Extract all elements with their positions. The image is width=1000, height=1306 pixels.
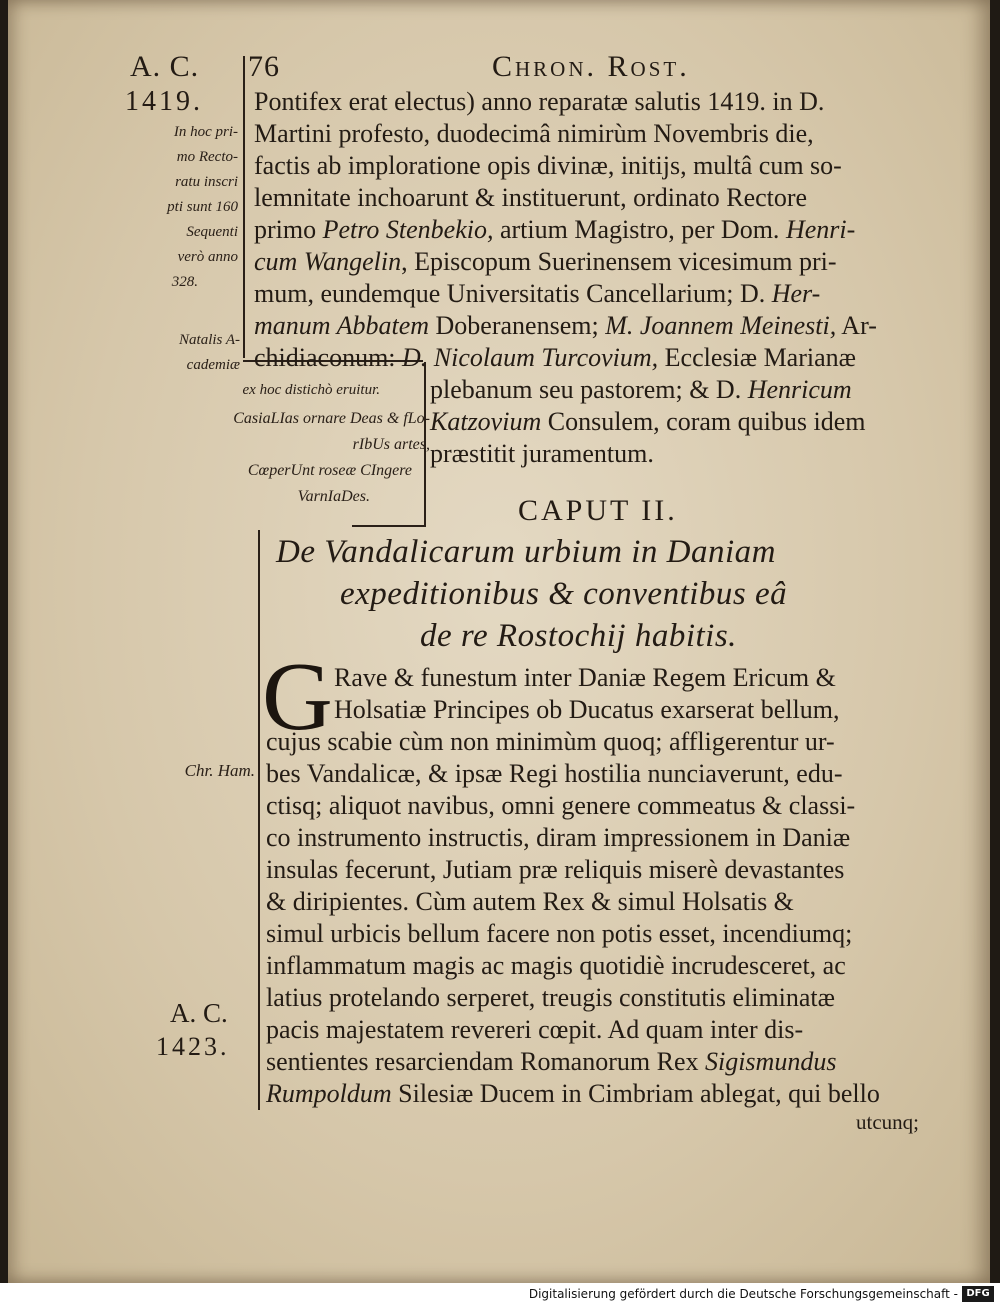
text-line-11: latius protelando serperet, treugis constitutis eliminatæ bbox=[266, 983, 835, 1012]
margin-year-1423: 1423. bbox=[156, 1032, 230, 1061]
text-span: mum, eundemque Universitatis Cancellarium; D. bbox=[254, 279, 772, 308]
body-line-1: Pontifex erat electus) anno reparatæ salutis 1419. in D. bbox=[254, 87, 825, 116]
text-span: sentientes resarciendam Romanorum Rex bbox=[266, 1047, 705, 1076]
chronogram-distich bbox=[233, 406, 430, 510]
body-line-5 bbox=[254, 214, 855, 246]
note-line: cademiæ bbox=[186, 357, 240, 373]
distich-line: CœperUnt roseæ CIngere bbox=[247, 462, 412, 479]
dfg-logo: DFG bbox=[962, 1286, 994, 1302]
distich-rule bbox=[352, 525, 424, 527]
note-line: pti sunt 160 bbox=[167, 199, 238, 215]
text-line-4: bes Vandalicæ, & ipsæ Regi hostilia nunciaverunt, edu- bbox=[266, 759, 843, 788]
name-span: Sigismundus bbox=[704, 1047, 837, 1076]
margin-ref-chr-ham: Chr. Ham. bbox=[184, 761, 255, 780]
name-span: Petro Stenbekio, bbox=[322, 215, 494, 244]
text-span: Ecclesiæ Marianæ bbox=[658, 343, 856, 372]
note-line: verò anno bbox=[177, 249, 238, 265]
name-span: Katzovium bbox=[430, 407, 542, 436]
body-line-3: factis ab imploratione opis divinæ, initijs, multâ cum so- bbox=[254, 151, 842, 180]
chapter-heading: CAPUT II. bbox=[518, 494, 678, 527]
text-line-5: ctisq; aliquot navibus, omni genere commeatus & classi- bbox=[266, 791, 856, 820]
note-line: Natalis A- bbox=[179, 332, 240, 348]
footer-bar bbox=[0, 1283, 1000, 1306]
margin-note-natalis bbox=[179, 328, 240, 378]
text-span: Doberanensem; bbox=[429, 311, 606, 340]
distich-line: CasiaLIas ornare Deas & fLo- bbox=[233, 410, 430, 427]
name-span: M. Joannem Meinesti, bbox=[605, 311, 837, 340]
text-span: Silesiæ Ducem in Cimbriam ablegat, qui bello bbox=[391, 1079, 880, 1108]
body-line-10 bbox=[430, 374, 852, 406]
distich-line: VarnIaDes. bbox=[297, 488, 370, 505]
text-line-3: cujus scabie cùm non minimùm quoq; affligerentur ur- bbox=[266, 727, 835, 756]
margin-note-rectorate bbox=[167, 120, 238, 295]
body-line-9 bbox=[254, 342, 856, 374]
text-span: primo bbox=[254, 215, 323, 244]
text-line-12: pacis majestatem revereri cœpit. Ad quam inter dis- bbox=[266, 1015, 804, 1044]
text-span: artium Magistro, per Dom. bbox=[493, 215, 786, 244]
page-number: 76 bbox=[248, 50, 280, 83]
margin-note-eruitur: ex hoc distichò eruitur. bbox=[242, 382, 380, 398]
drop-cap: G bbox=[262, 643, 333, 751]
text-line-6: co instrumento instructis, diram impressionem in Daniæ bbox=[266, 823, 851, 852]
body-line-6 bbox=[254, 246, 837, 278]
body-line-11 bbox=[430, 406, 865, 438]
text-line-1: Rave & funestum inter Daniæ Regem Ericum & bbox=[334, 663, 836, 692]
name-span: Her- bbox=[771, 279, 821, 308]
text-line-2: Holsatiæ Principes ob Ducatus exarserat bellum, bbox=[334, 695, 840, 724]
text-span: Ar- bbox=[836, 311, 877, 340]
chapter-subtitle-2: expeditionibus & conventibus eâ bbox=[340, 576, 788, 612]
margin-year-1419: 1419. bbox=[125, 86, 203, 117]
text-line-13 bbox=[266, 1046, 836, 1078]
note-line: Sequenti bbox=[186, 224, 238, 240]
distich-line: rIbUs artes, bbox=[352, 436, 430, 453]
note-line: mo Recto- bbox=[176, 149, 238, 165]
text-line-7: insulas fecerunt, Jutiam præ reliquis miserè devastantes bbox=[266, 855, 845, 884]
name-span: Henri- bbox=[785, 215, 856, 244]
name-span: Henricum bbox=[747, 375, 852, 404]
body-line-4: lemnitate inchoarunt & instituerunt, ordinato Rectore bbox=[254, 183, 808, 212]
text-span: Consulem, coram quibus idem bbox=[541, 407, 866, 436]
header-ac: A. C. bbox=[130, 50, 200, 83]
text-line-14 bbox=[266, 1078, 880, 1110]
note-line: 328. bbox=[171, 274, 198, 290]
text-span: , Episcopum Suerinensem vicesimum pri- bbox=[401, 247, 837, 276]
margin-rule-top bbox=[243, 56, 245, 358]
margin-ac-2: A. C. bbox=[170, 998, 228, 1028]
body-line-7 bbox=[254, 278, 820, 310]
text-span: plebanum seu pastorem; & D. bbox=[430, 375, 748, 404]
name-span: cum Wangelin bbox=[254, 247, 402, 276]
text-line-8: & diripientes. Cùm autem Rex & simul Holsatis & bbox=[266, 887, 794, 916]
text-line-9: simul urbicis bellum facere non potis esset, incendiumq; bbox=[266, 919, 853, 948]
name-span: manum Abbatem bbox=[254, 311, 430, 340]
footer-credit: Digitalisierung gefördert durch die Deutsche Forschungsgemeinschaft - bbox=[528, 1287, 958, 1301]
text-line-10: inflammatum magis ac magis quotidiè incrudesceret, ac bbox=[266, 951, 846, 980]
running-title: Chron. Rost. bbox=[492, 50, 690, 83]
note-line: ratu inscri bbox=[175, 174, 238, 190]
name-span: D. Nicolaum Turcovium, bbox=[402, 343, 659, 372]
body-line-12: præstitit juramentum. bbox=[430, 439, 654, 468]
margin-rule-lower bbox=[258, 530, 260, 1110]
name-span: Rumpoldum bbox=[266, 1079, 392, 1108]
chapter-subtitle-1: De Vandalicarum urbium in Daniam bbox=[276, 534, 776, 570]
catchword: utcunq; bbox=[856, 1110, 919, 1134]
note-line: In hoc pri- bbox=[173, 124, 238, 140]
text-span: chidiaconum: bbox=[254, 343, 403, 372]
body-line-2: Martini profesto, duodecimâ nimirùm Novembris die, bbox=[254, 119, 814, 148]
chapter-subtitle-3: de re Rostochij habitis. bbox=[420, 618, 737, 654]
body-line-8 bbox=[254, 310, 877, 342]
